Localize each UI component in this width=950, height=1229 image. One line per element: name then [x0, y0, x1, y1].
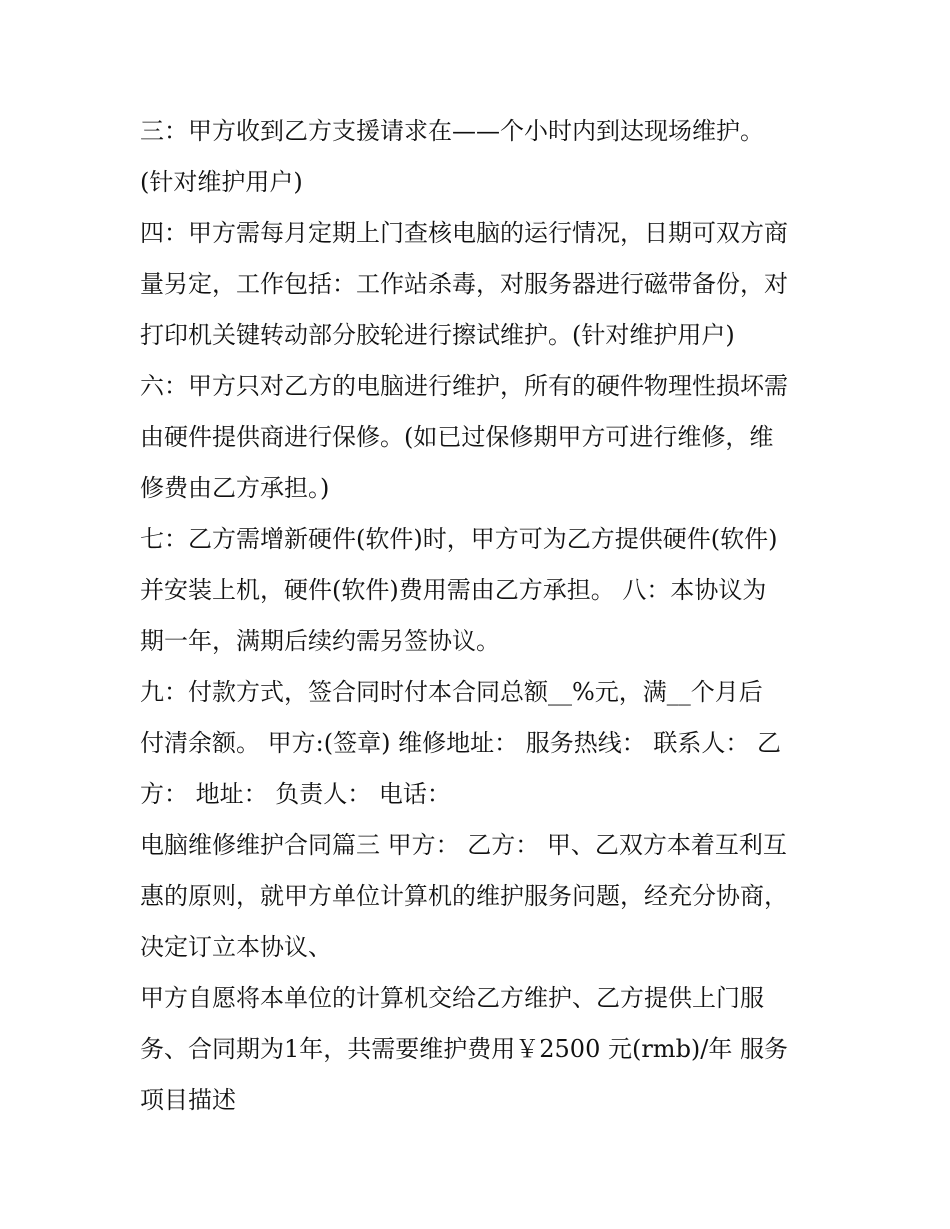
text-line: 由硬件提供商进行保修。(如已过保修期甲方可进行维修，维 — [140, 423, 774, 451]
text-line: 期一年，满期后续约需另签协议。 — [140, 627, 500, 655]
text-line: 修费由乙方承担。) — [140, 474, 330, 502]
contract-text — [140, 106, 820, 1126]
text-line: 甲方自愿将本单位的计算机交给乙方维护、乙方提供上门服 — [140, 984, 764, 1012]
text-line: 六：甲方只对乙方的电脑进行维护，所有的硬件物理性损坏需 — [140, 372, 788, 400]
text-line: 九：付款方式，签合同时付本合同总额__%元，满__个月后 — [140, 678, 763, 706]
text-line: 付清余额。 甲方:(签章) 维修地址： 服务热线： 联系人： 乙 — [140, 729, 781, 757]
text-line: 务、合同期为1年，共需要维护费用￥2500 元(rmb)/年 服务 — [140, 1035, 789, 1063]
text-line: 电脑维修维护合同篇三 甲方： 乙方： 甲、乙双方本着互利互 — [140, 831, 787, 859]
text-line: 并安装上机，硬件(软件)费用需由乙方承担。 八：本协议为 — [140, 576, 767, 604]
text-line: 惠的原则，就甲方单位计算机的维护服务问题，经充分协商， — [140, 882, 788, 910]
text-line: 量另定，工作包括：工作站杀毒，对服务器进行磁带备份，对 — [140, 270, 788, 298]
text-line: 打印机关键转动部分胶轮进行擦试维护。(针对维护用户) — [140, 321, 735, 349]
text-line: 七：乙方需增新硬件(软件)时，甲方可为乙方提供硬件(软件) — [140, 525, 778, 553]
text-line: 项目描述 — [140, 1086, 236, 1114]
text-line: (针对维护用户) — [140, 168, 303, 196]
text-line: 决定订立本协议、 — [140, 933, 332, 961]
text-line: 方： 地址： 负责人： 电话： — [140, 780, 451, 808]
text-line: 三：甲方收到乙方支援请求在——个小时内到达现场维护。 — [140, 117, 764, 145]
text-line: 四：甲方需每月定期上门查核电脑的运行情况，日期可双方商 — [140, 219, 788, 247]
